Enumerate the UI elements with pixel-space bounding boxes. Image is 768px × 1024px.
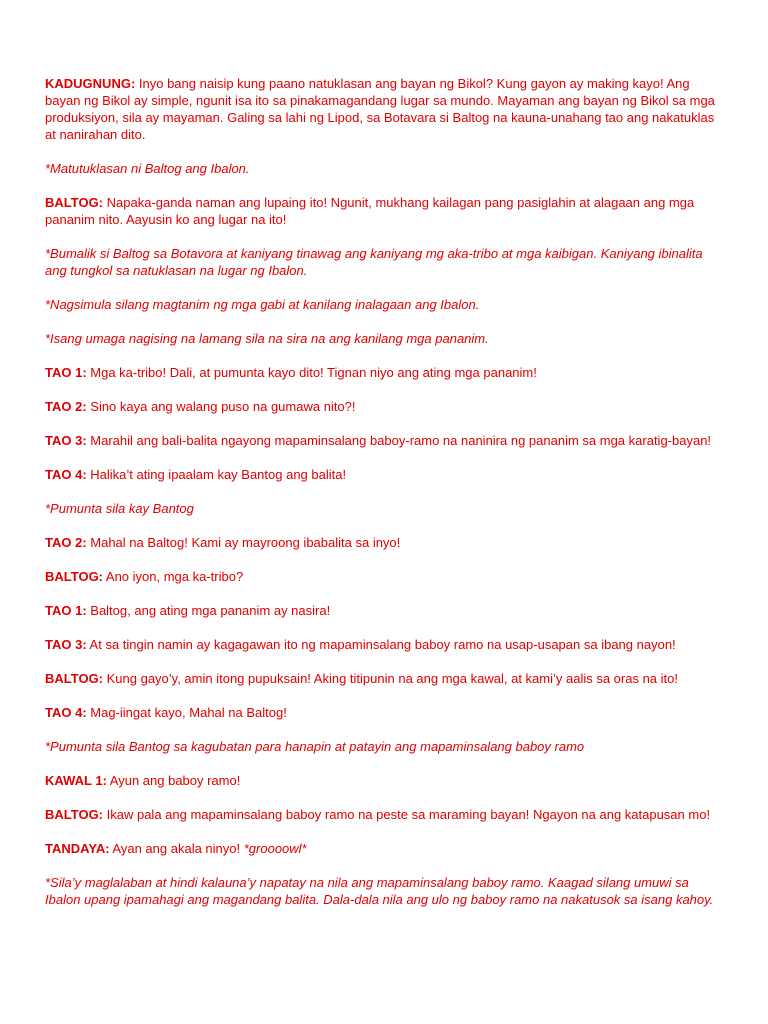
dialogue-text: Mga ka-tribo! Dali, at pumunta kayo dito! Tignan niyo ang ating mga pananim! <box>86 365 537 380</box>
speaker-name: BALTOG: <box>45 569 104 584</box>
stage-direction: *Bumalik si Baltog sa Botavora at kaniyang tinawag ang kaniyang mg aka-tribo at mga kaibigan. Kaniyang ibinalita ang tungkol sa natuklasan na lugar ng Ibalon. <box>45 246 703 278</box>
dialogue-text: Marahil ang bali-balita ngayong mapaminsalang baboy-ramo na naninira ng pananim sa mga karatig-bayan! <box>86 433 712 448</box>
speaker-name: TAO 2: <box>45 535 87 550</box>
dialogue-line <box>45 704 727 721</box>
dialogue-line <box>45 466 727 483</box>
speaker-name: TAO 1: <box>45 603 87 618</box>
dialogue-line <box>45 636 727 653</box>
stage-direction: *Sila’y maglalaban at hindi kalauna’y napatay na nila ang mapaminsalang baboy ramo. Kaagad silang umuwi sa Ibalon upang ipamahagi ang magandang balita. Dala-dala nila ang ulo ng baboy ramo na nakatusok sa isang kahoy. <box>45 875 714 907</box>
dialogue-line <box>45 840 727 857</box>
dialogue-text: Mag-iingat kayo, Mahal na Baltog! <box>86 705 287 720</box>
dialogue-line <box>45 806 727 823</box>
speaker-name: TAO 2: <box>45 399 87 414</box>
dialogue-text: Ikaw pala ang mapaminsalang baboy ramo na peste sa maraming bayan! Ngayon na ang katapusan mo! <box>103 807 711 822</box>
dialogue-line <box>45 772 727 789</box>
dialogue-line <box>45 602 727 619</box>
speaker-name: KADUGNUNG: <box>45 76 136 91</box>
dialogue-line <box>45 534 727 551</box>
dialogue-text: Mahal na Baltog! Kami ay mayroong ibabalita sa inyo! <box>86 535 401 550</box>
dialogue-line <box>45 568 727 585</box>
dialogue-text: At sa tingin namin ay kagagawan ito ng mapaminsalang baboy ramo na usap-usapan sa ibang nayon! <box>86 637 676 652</box>
dialogue-text: Ano iyon, mga ka-tribo? <box>103 569 244 584</box>
dialogue-text: Baltog, ang ating mga pananim ay nasira! <box>86 603 331 618</box>
speaker-name: TAO 1: <box>45 365 87 380</box>
dialogue-line <box>45 670 727 687</box>
dialogue-text: Halika’t ating ipaalam kay Bantog ang balita! <box>86 467 347 482</box>
script-page <box>45 75 727 925</box>
stage-direction: *Matutuklasan ni Baltog ang Ibalon. <box>45 161 250 176</box>
stage-direction: *Isang umaga nagising na lamang sila na sira na ang kanilang mga pananim. <box>45 331 489 346</box>
dialogue-text: Ayun ang baboy ramo! <box>106 773 241 788</box>
speaker-name: TAO 3: <box>45 637 87 652</box>
speaker-name: TANDAYA: <box>45 841 110 856</box>
dialogue-text: Kung gayo’y, amin itong pupuksain! Aking titipunin na ang mga kawal, at kami’y aalis sa oras na ito! <box>103 671 678 686</box>
dialogue-line <box>45 432 727 449</box>
sound-effect: *groooowl* <box>243 841 307 856</box>
stage-direction: *Pumunta sila Bantog sa kagubatan para hanapin at patayin ang mapaminsalang baboy ramo <box>45 739 585 754</box>
dialogue-text: Inyo bang naisip kung paano natuklasan ang bayan ng Bikol? Kung gayon ay making kayo! Ang bayan ng Bikol ay simple, ngunit isa ito sa pinakamagandang lugar sa mundo. Mayaman ang bayan ng Bikol sa mga produksiyon, sila ay mayaman. Galing sa lahi ng Lipod, sa Botavara si Baltog na kauna-unahang tao ang nakatuklas at nanirahan dito. <box>45 76 715 142</box>
speaker-name: TAO 4: <box>45 467 87 482</box>
dialogue-line <box>45 194 727 228</box>
speaker-name: KAWAL 1: <box>45 773 107 788</box>
dialogue-line <box>45 398 727 415</box>
dialogue-text: Sino kaya ang walang puso na gumawa nito?! <box>86 399 356 414</box>
speaker-name: BALTOG: <box>45 195 104 210</box>
dialogue-line <box>45 364 727 381</box>
dialogue-text: Ayan ang akala ninyo! <box>109 841 244 856</box>
stage-direction: *Pumunta sila kay Bantog <box>45 501 194 516</box>
stage-direction: *Nagsimula silang magtanim ng mga gabi at kanilang inalagaan ang Ibalon. <box>45 297 480 312</box>
speaker-name: BALTOG: <box>45 807 104 822</box>
speaker-name: TAO 3: <box>45 433 87 448</box>
dialogue-text: Napaka-ganda naman ang lupaing ito! Ngunit, mukhang kailagan pang pasiglahin at alagaan ang mga pananim nito. Aayusin ko ang lugar na ito! <box>45 195 695 227</box>
dialogue-line <box>45 75 727 143</box>
speaker-name: TAO 4: <box>45 705 87 720</box>
speaker-name: BALTOG: <box>45 671 104 686</box>
